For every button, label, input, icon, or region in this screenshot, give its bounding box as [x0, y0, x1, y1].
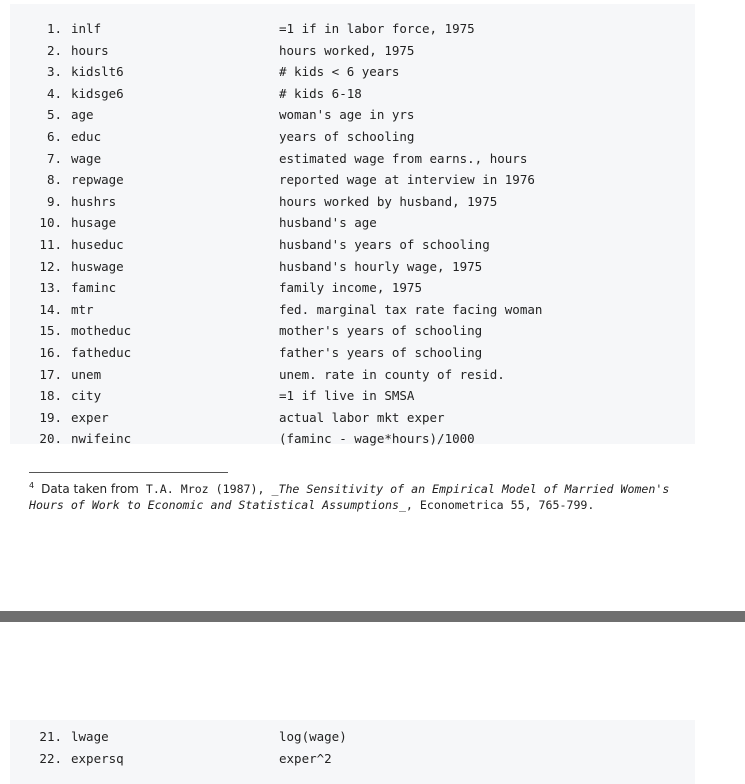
table-row: 19. exper actual labor mkt exper: [10, 407, 695, 429]
table-row: 17. unem unem. rate in county of resid.: [10, 364, 695, 386]
variable-name: expersq: [71, 750, 124, 766]
variable-list-code-block: [10, 4, 695, 447]
variable-description: husband's years of schooling: [279, 236, 490, 252]
variable-name: unem: [71, 366, 102, 382]
footnote-marker: 4: [29, 481, 35, 491]
table-row: 16. fatheduc father's years of schooling: [10, 342, 695, 364]
page-break-divider: [0, 611, 745, 622]
variable-description: father's years of schooling: [279, 344, 483, 360]
variable-description: hours worked by husband, 1975: [279, 193, 498, 209]
variable-name: age: [71, 107, 94, 123]
variable-description: actual labor mkt exper: [279, 409, 445, 425]
variable-description: husband's age: [279, 215, 377, 231]
variable-name: faminc: [71, 280, 117, 296]
variable-description: # kids 6-18: [279, 85, 362, 101]
footnote-tail: _, Econometrica 55, 765-799.: [398, 497, 595, 512]
table-row: 22. expersq exper^2: [10, 748, 695, 770]
table-row: 14. mtr fed. marginal tax rate facing woman: [10, 299, 695, 321]
variable-description: fed. marginal tax rate facing woman: [279, 301, 543, 317]
variable-description: family income, 1975: [279, 280, 422, 296]
table-row: 15. motheduc mother's years of schooling: [10, 320, 695, 342]
variable-description: woman's age in yrs: [279, 107, 415, 123]
variable-description: hours worked, 1975: [279, 42, 415, 58]
variable-name: huseduc: [71, 236, 124, 252]
table-row: 12. huswage husband's hourly wage, 1975: [10, 256, 695, 278]
variable-name: husage: [71, 215, 117, 231]
variable-description: # kids < 6 years: [279, 64, 400, 80]
table-row: 9. hushrs hours worked by husband, 1975: [10, 191, 695, 213]
variable-rows: [10, 18, 695, 450]
variable-description: =1 if in labor force, 1975: [279, 21, 475, 36]
footnote-title-line1: The Sensitivity of an Empirical Model of Married Women's: [278, 482, 670, 496]
variable-name: repwage: [71, 172, 124, 188]
variable-name: huswage: [71, 258, 124, 274]
variable-description: husband's hourly wage, 1975: [279, 258, 483, 274]
table-row: 6. educ years of schooling: [10, 126, 695, 148]
variable-name: mtr: [71, 301, 94, 317]
variable-name: educ: [71, 128, 102, 144]
variable-name: hushrs: [71, 193, 117, 209]
variable-name: wage: [71, 150, 102, 166]
variable-description: years of schooling: [279, 128, 415, 144]
variable-name: motheduc: [71, 323, 132, 339]
variable-description: unem. rate in county of resid.: [279, 366, 505, 382]
footnote-lead: Data taken from: [41, 482, 139, 496]
variable-description: log(wage): [279, 729, 347, 744]
table-row: 4. kidsge6 # kids 6-18: [10, 83, 695, 105]
variable-name: hours: [71, 42, 109, 58]
variable-description: estimated wage from earns., hours: [279, 150, 528, 166]
variable-name: lwage: [71, 729, 109, 744]
variable-description: (faminc - wage*hours)/1000: [279, 431, 475, 447]
table-row: 20. nwifeinc (faminc - wage*hours)/1000: [10, 428, 695, 450]
variable-description: reported wage at interview in 1976: [279, 172, 535, 188]
variable-list-continued-code-block: [10, 720, 695, 784]
table-row: 5. age woman's age in yrs: [10, 104, 695, 126]
table-row: 13. faminc family income, 1975: [10, 277, 695, 299]
variable-name: exper: [71, 409, 109, 425]
table-row: 18. city =1 if live in SMSA: [10, 385, 695, 407]
variable-description: =1 if live in SMSA: [279, 388, 415, 404]
variable-name: fatheduc: [71, 344, 132, 360]
footnote-divider: [29, 472, 228, 473]
table-row: 1. inlf =1 if in labor force, 1975: [10, 18, 695, 40]
variable-name: kidslt6: [71, 64, 124, 80]
variable-name: inlf: [71, 21, 102, 36]
variable-name: nwifeinc: [71, 431, 132, 447]
variable-description: mother's years of schooling: [279, 323, 483, 339]
footnote: [29, 482, 719, 513]
variable-description: exper^2: [279, 750, 332, 766]
table-row: 3. kidslt6 # kids < 6 years: [10, 61, 695, 83]
footnote-author: T.A. Mroz (1987), _: [138, 482, 279, 496]
footnote-title-line2: Hours of Work to Economic and Statistical Assumptions: [29, 497, 399, 512]
table-row: 21. lwage log(wage): [10, 726, 695, 748]
table-row: 7. wage estimated wage from earns., hours: [10, 148, 695, 170]
variable-name: city: [71, 388, 102, 404]
table-row: 11. huseduc husband's years of schooling: [10, 234, 695, 256]
variable-rows: [10, 726, 695, 769]
table-row: 10. husage husband's age: [10, 212, 695, 234]
table-row: 2. hours hours worked, 1975: [10, 40, 695, 62]
table-row: 8. repwage reported wage at interview in 1976: [10, 169, 695, 191]
variable-name: kidsge6: [71, 85, 124, 101]
